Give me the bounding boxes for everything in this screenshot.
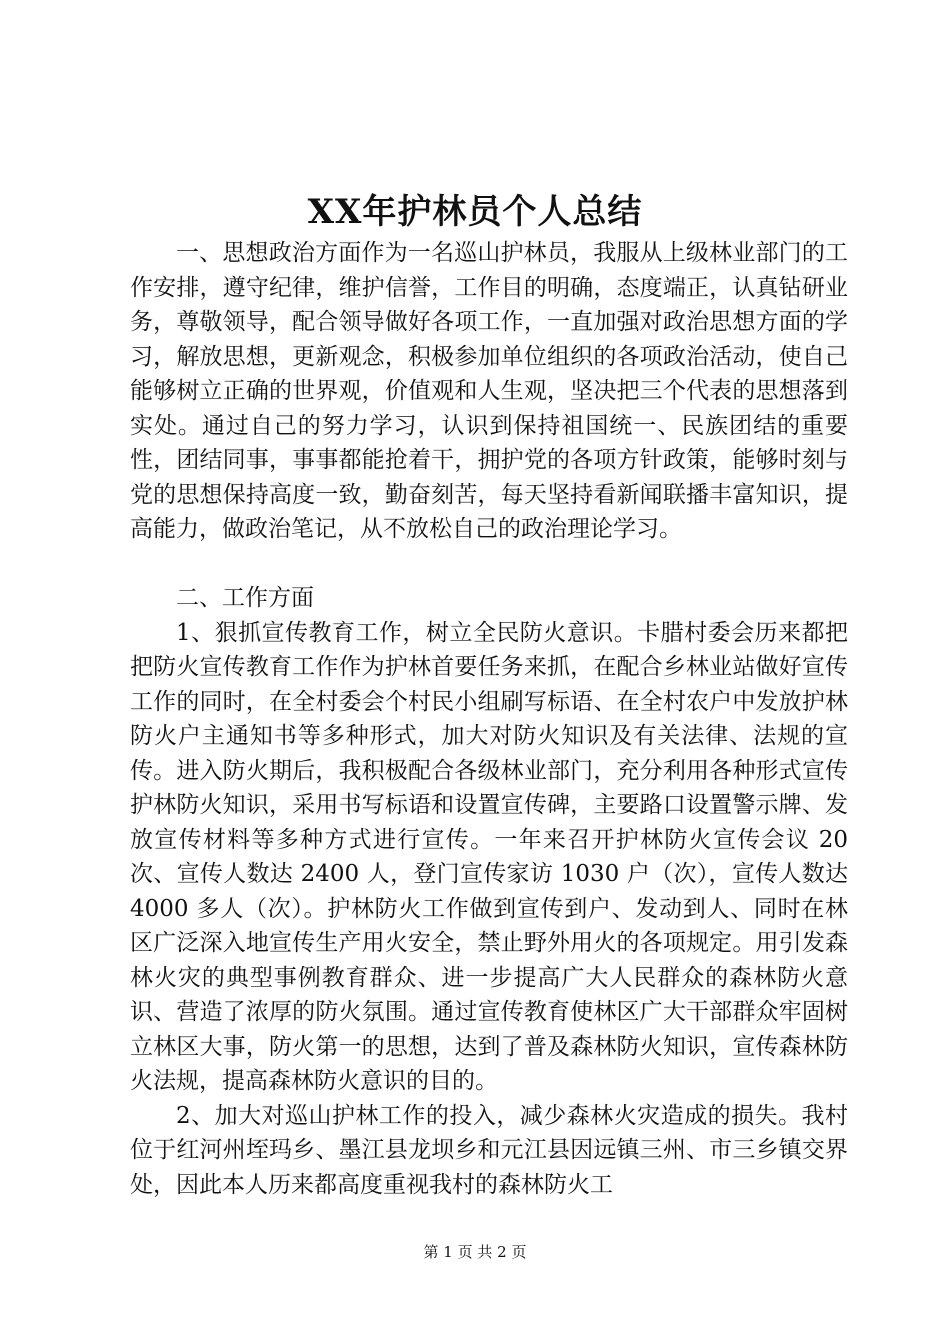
blank-line [130,547,848,582]
paragraph-publicity: 1、狠抓宣传教育工作，树立全民防火意识。卡腊村委会历来都把把防火宣传教育工作作为护林首要任务来抓，在配合乡林业站做好宣传工作的同时，在全村委会个村民小组刷写标语、在全村农户中发放护林防火户主通知书等多种形式，加大对防火知识及有关法律、法规的宣传。进入防火期后，我积极配合各级林业部门，充分利用各种形式宣传护林防火知识，采用书写标语和设置宣传碑，主要路口设置警示牌、发放宣传材料等多种方式进行宣传。一年来召开护林防火宣传会议 20 次、宣传人数达 2400 人，登门宣传家访 1030 户（次），宣传人数达 4000 多人（次）。护林防火工作做到宣传到户、发动到人、同时在林区广泛深入地宣传生产用火安全，禁止野外用火的各项规定。用引发森林火灾的典型事例教育群众、进一步提高广大人民群众的森林防火意识、营造了浓厚的防火氛围。通过宣传教育使林区广大干部群众牢固树立林区大事，防火第一的思想，达到了普及森林防火知识，宣传森林防火法规，提高森林防火意识的目的。 [130,619,848,1094]
document-title: XX年护林员个人总结 [307,192,643,232]
paragraph-political: 一、思想政治方面作为一名巡山护林员，我服从上级林业部门的工作安排，遵守纪律，维护信誉，工作目的明确，态度端正，认真钻研业务，尊敬领导，配合领导做好各项工作，一直加强对政治思想方面的学习，解放思想，更新观念，积极参加单位组织的各项政治活动，使自己能够树立正确的世界观，价值观和人生观，坚决把三个代表的思想落到实处。通过自己的努力学习，认识到保持祖国统一、民族团结的重要性，团结同事，事事都能抢着干，拥护党的各项方针政策，能够时刻与党的思想保持高度一致，勤奋刻苦，每天坚持看新闻联播丰富知识，提高能力，做政治笔记，从不放松自己的政治理论学习。 [130,240,848,542]
paragraph-patrol: 2、加大对巡山护林工作的投入，减少森林火灾造成的损失。我村位于红河州垤玛乡、墨江县龙坝乡和元江县因远镇三州、市三乡镇交界处，因此本人历来都高度重视我村的森林防火工 [130,1102,848,1198]
page-footer: 第 1 页 共 2 页 [423,1243,527,1261]
section-heading-work: 二、工作方面 [176,585,314,611]
document-body [130,236,848,1202]
